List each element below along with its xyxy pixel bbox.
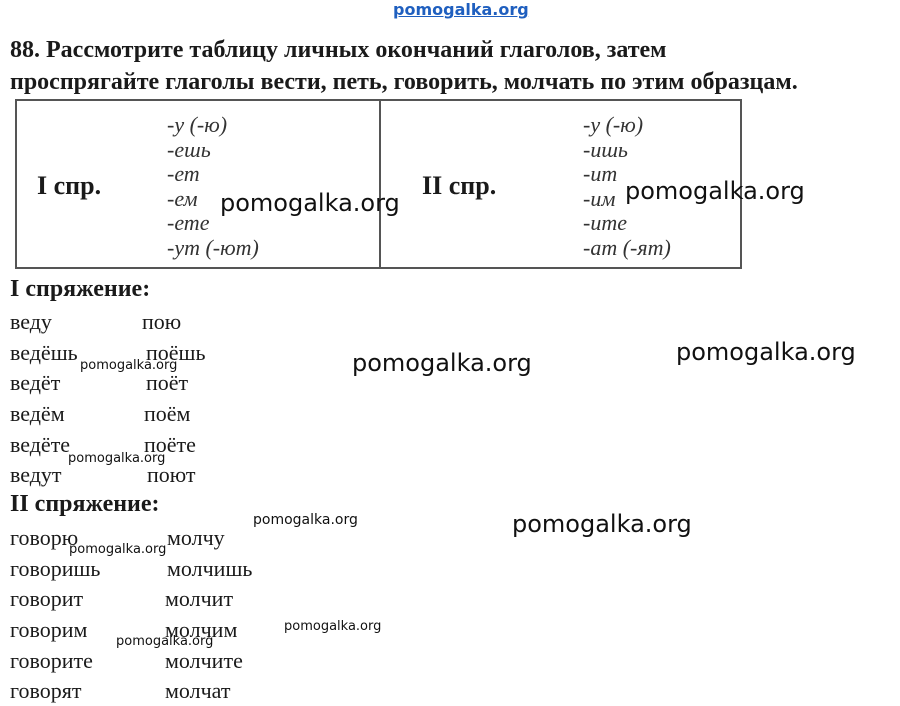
watermark: pomogalka.org: [625, 177, 805, 205]
conj1-heading: I спряжение:: [10, 276, 151, 302]
watermark: pomogalka.org: [80, 358, 178, 373]
word: молчите: [165, 648, 243, 673]
word: ведут: [10, 462, 62, 487]
ending: -ешь: [167, 136, 211, 162]
ending: -ишь: [583, 136, 628, 162]
watermark: pomogalka.org: [68, 451, 166, 466]
table-right-label: II спр.: [422, 171, 497, 200]
ending: -ите: [583, 210, 627, 235]
watermark-top[interactable]: pomogalka.org: [393, 0, 529, 19]
word: говорим: [10, 617, 88, 642]
ending: -у (-ю): [583, 112, 644, 137]
table-divider: [379, 101, 381, 267]
watermark: pomogalka.org: [69, 542, 167, 557]
word: поём: [144, 401, 191, 426]
word: ведёт: [10, 370, 61, 395]
ending: -ем: [167, 185, 198, 211]
word: говоришь: [10, 556, 101, 581]
task-line-1: 88. Рассмотрите таблицу личных окончаний глаголов, затем: [10, 37, 667, 63]
word: молчат: [165, 678, 231, 703]
word: молчишь: [167, 556, 253, 581]
word: говорю: [10, 525, 79, 550]
word: веду: [10, 309, 52, 334]
word: ведёшь: [10, 340, 78, 365]
watermark: pomogalka.org: [253, 512, 358, 528]
word: говорите: [10, 648, 93, 673]
word: говорит: [10, 586, 84, 611]
ending: -ет: [167, 161, 200, 186]
word: ведёте: [10, 432, 71, 457]
word: говорят: [10, 678, 82, 703]
watermark: pomogalka.org: [220, 189, 400, 217]
table-left-label: I спр.: [37, 171, 102, 200]
watermark: pomogalka.org: [284, 619, 382, 634]
watermark: pomogalka.org: [512, 510, 692, 538]
word: поёшь: [146, 340, 206, 365]
ending: -ете: [167, 210, 210, 235]
conj2-heading: II спряжение:: [10, 491, 160, 517]
table-left-endings: [167, 113, 259, 260]
task-text: [10, 34, 798, 98]
watermark: pomogalka.org: [676, 338, 856, 366]
word: ведём: [10, 401, 65, 426]
word: молчу: [167, 525, 225, 550]
ending: -ит: [583, 161, 618, 186]
word: поёт: [146, 370, 189, 395]
task-line-2: проспрягайте глаголы вести, петь, говорить, молчать по этим образцам.: [10, 69, 798, 95]
ending: -у (-ю): [167, 112, 228, 137]
ending: -ат (-ят): [583, 234, 671, 260]
watermark: pomogalka.org: [116, 634, 214, 649]
ending: -ут (-ют): [167, 234, 259, 260]
word: поют: [147, 462, 196, 487]
ending: -им: [583, 185, 616, 211]
word: пою: [142, 309, 182, 334]
word: молчим: [165, 617, 238, 642]
watermark: pomogalka.org: [352, 349, 532, 377]
word: молчит: [165, 586, 234, 611]
word: поёте: [144, 432, 196, 457]
